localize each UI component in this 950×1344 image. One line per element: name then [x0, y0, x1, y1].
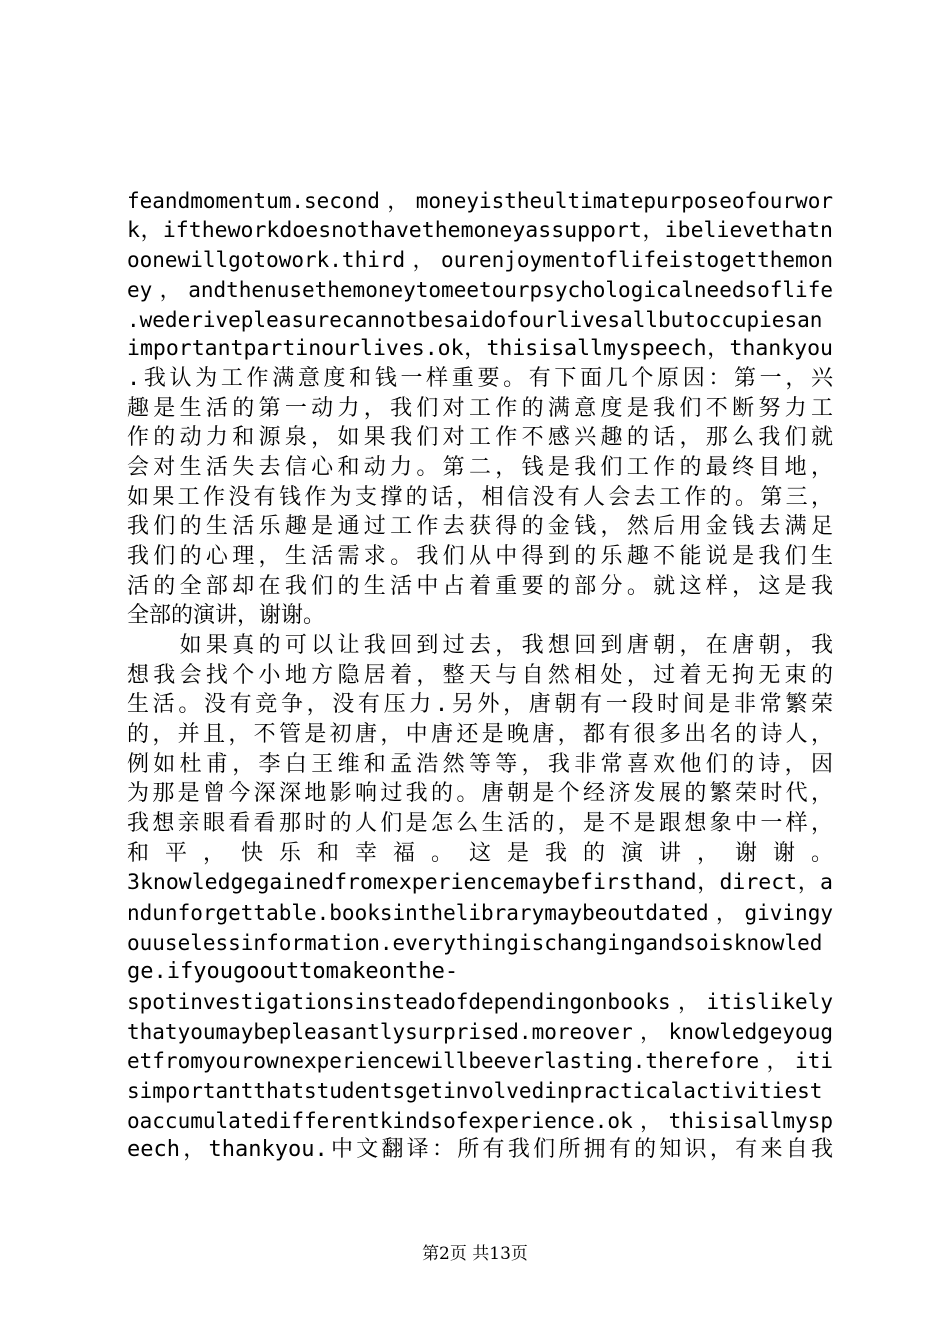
text-line: 和平，快乐和幸福。这是我的演讲，谢谢。 — [127, 841, 833, 866]
text-line: 全部的演讲，谢谢。 — [127, 603, 326, 628]
text-line: 我们的生活乐趣是通过工作去获得的金钱，然后用金钱去满足 — [127, 514, 833, 539]
text-line: ge.ifyougoouttomakeonthe- — [127, 959, 459, 984]
text-line: ndunforgettable.booksinthelibrarymaybeoutdated，givingy — [127, 901, 833, 925]
text-line: 生活。没有竞争，没有压力.另外，唐朝有一段时间是非常繁荣 — [127, 692, 833, 717]
text-line: 会对生活失去信心和动力。第二，钱是我们工作的最终目地， — [127, 455, 833, 480]
text-line: etfromyourownexperiencewillbeeverlasting.therefore，iti — [127, 1049, 833, 1073]
text-line: importantpartinourlives.ok，thisisallmyspeech，thankyou — [127, 336, 833, 361]
text-line: 如果真的可以让我回到过去，我想回到唐朝，在唐朝，我 — [127, 633, 833, 658]
text-line: feandmomentum.second，moneyistheultimatepurposeofourwor — [127, 189, 833, 213]
text-line: 作的动力和源泉，如果我们对工作不感兴趣的话，那么我们就 — [127, 425, 833, 450]
text-line: oonewillgotowork.third，ourenjoymentoflifeistogetthemon — [127, 248, 833, 272]
text-line: 3knowledgegainedfromexperiencemaybefirsthand，direct，a — [127, 870, 833, 895]
text-line: 如果工作没有钱作为支撑的话，相信没有人会去工作的。第三， — [127, 485, 833, 510]
text-line: 例如杜甫，李白王维和孟浩然等等，我非常喜欢他们的诗，因 — [127, 752, 833, 777]
text-line: 活的全部却在我们的生活中占着重要的部分。就这样，这是我 — [127, 574, 833, 599]
text-line: .wederivepleasurecannotbesaidofourlivesallbutoccupiesan — [127, 308, 823, 332]
text-line: ouuselessinformation.everythingischangingandsoisknowled — [127, 931, 823, 955]
text-line: 我们的心理，生活需求。我们从中得到的乐趣不能说是我们生 — [127, 544, 833, 569]
text-line: 趣是生活的第一动力，我们对工作的满意度是我们不断努力工 — [127, 396, 833, 421]
text-line: spotinvestigationsinsteadofdependingonbooks，itislikely — [127, 990, 833, 1014]
text-line: 想我会找个小地方隐居着，整天与自然相处，过着无拘无束的 — [127, 663, 833, 688]
text-line: simportantthatstudentsgetinvolvedinpracticalactivitiest — [127, 1079, 823, 1103]
text-line: oaccumulatedifferentkindsofexperience.ok，thisisallmysp — [127, 1109, 833, 1133]
text-line: ey，andthenusethemoneytomeetourpsychologicalneedsoflife — [127, 278, 833, 302]
text-line: 我想亲眼看看那时的人们是怎么生活的，是不是跟想象中一样， — [127, 811, 833, 836]
text-line: k，iftheworkdoesnothavethemoneyassupport，ibelievethatn — [127, 218, 833, 243]
text-line: 为那是曾今深深地影响过我的。唐朝是个经济发展的繁荣时代， — [127, 781, 833, 806]
text-line: eech，thankyou.中文翻译：所有我们所拥有的知识，有来自我 — [127, 1137, 833, 1162]
text-line: 的，并且，不管是初唐，中唐还是晚唐，都有很多出名的诗人， — [127, 722, 833, 747]
text-line: thatyoumaybepleasantlysurprised.moreover，knowledgeyoug — [127, 1020, 833, 1044]
page-number: 第2页 共13页 — [422, 1244, 528, 1264]
text-line: .我认为工作满意度和钱一样重要。有下面几个原因：第一，兴 — [127, 366, 833, 391]
